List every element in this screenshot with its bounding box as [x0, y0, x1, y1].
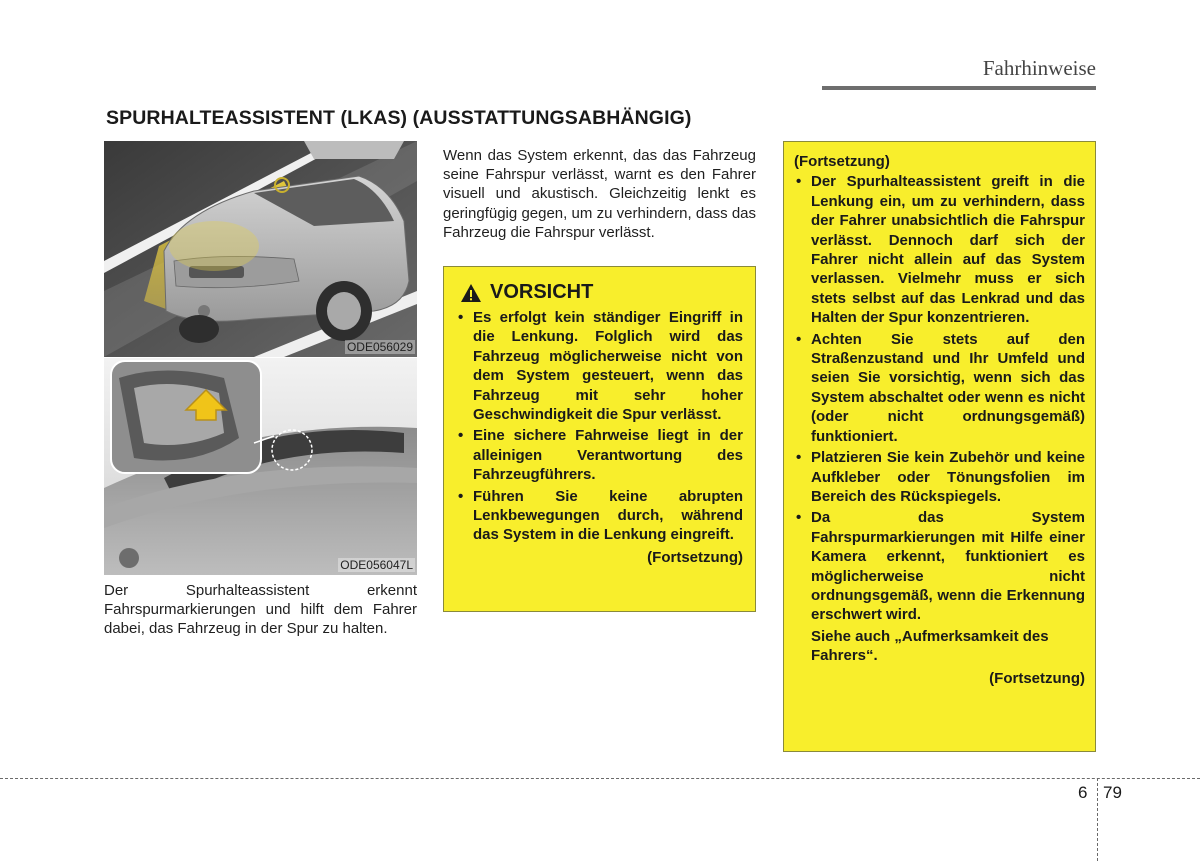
caution-item: • Es erfolgt kein ständiger Eingriff in die Lenkung. Folglich wird das Fahrzeug möglicherweise nicht von dem System gesteuert, wenn das Fahrzeug mit sehr hoher Geschwindigkeit die Spur verlässt.	[456, 308, 743, 424]
caution-box-middle	[443, 266, 756, 612]
figure-code: ODE056047L	[340, 558, 413, 572]
continued-label: (Fortsetzung)	[647, 548, 743, 566]
car-camera-illustration	[104, 141, 417, 357]
page-number: 79	[1103, 783, 1122, 802]
chapter-number: 6	[1078, 783, 1088, 802]
footer-divider	[1097, 778, 1098, 861]
continued-label: (Fortsetzung)	[989, 669, 1085, 687]
caution-box-right	[783, 141, 1096, 752]
caution-list	[794, 172, 1085, 624]
figure-mirror-camera	[104, 358, 417, 575]
warning-triangle-icon	[460, 283, 482, 303]
figure-code: ODE056029	[346, 340, 413, 354]
caution-heading	[460, 281, 743, 304]
caution-list	[456, 308, 743, 545]
cross-reference-note: Siehe auch „Aufmerksamkeit des Fahrers“.	[811, 627, 1049, 665]
caution-title: VORSICHT	[490, 281, 594, 303]
continued-label: (Fortsetzung)	[794, 153, 890, 170]
header-rule	[822, 86, 1096, 90]
caution-item: • Achten Sie stets auf den Straßenzustand und Ihr Umfeld und seien Sie vorsichtig, wenn sich das System abschaltet oder wenn es nicht (oder nicht ordnungsgemäß) funktioniert.	[794, 330, 1085, 446]
section-title: Fahrhinweise	[982, 56, 1096, 80]
caution-item: • Da das System Fahrspurmarkierungen mit Hilfe einer Kamera erkennt, funktioniert es möglicherweise nicht ordnungsgemäß, wenn die Erkennung erschwert wird.	[794, 508, 1085, 624]
page-heading: SPURHALTEASSISTENT (LKAS) (AUSSTATTUNGSABHÄNGIG)	[106, 107, 692, 129]
caution-item: • Führen Sie keine abrupten Lenkbewegungen durch, während das System in die Lenkung eingreift.	[456, 487, 743, 545]
figure-car-camera	[104, 141, 417, 357]
mirror-camera-illustration	[104, 358, 417, 575]
middle-paragraph: Wenn das System erkennt, das das Fahrzeug seine Fahrspur verlässt, warnt es den Fahrer visuell und akustisch. Gleichzeitig lenkt es geringfügig gegen, um zu verhindern, dass das Fahrzeug die Fahrspur verlässt.	[443, 147, 756, 241]
caution-item: • Platzieren Sie kein Zubehör und keine Aufkleber oder Tönungsfolien im Bereich des Rückspiegels.	[794, 448, 1085, 506]
caution-item: • Der Spurhalteassistent greift in die Lenkung ein, um zu verhindern, dass der Fahrer unabsichtlich die Fahrspur verlässt. Dennoch darf sich der Fahrer nicht allein auf das System verlassen. Vielmehr muss er sich stets selbst auf das Lenkrad und das Halten der Spur konzentrieren.	[794, 172, 1085, 327]
left-paragraph: Der Spurhalteassistent erkennt Fahrspurmarkierungen und hilft dem Fahrer dabei, das Fahrzeug in der Spur zu halten.	[104, 582, 417, 638]
caution-item: • Eine sichere Fahrweise liegt in der alleinigen Verantwortung des Fahrzeugführers.	[456, 426, 743, 484]
footer-rule	[0, 778, 1200, 779]
